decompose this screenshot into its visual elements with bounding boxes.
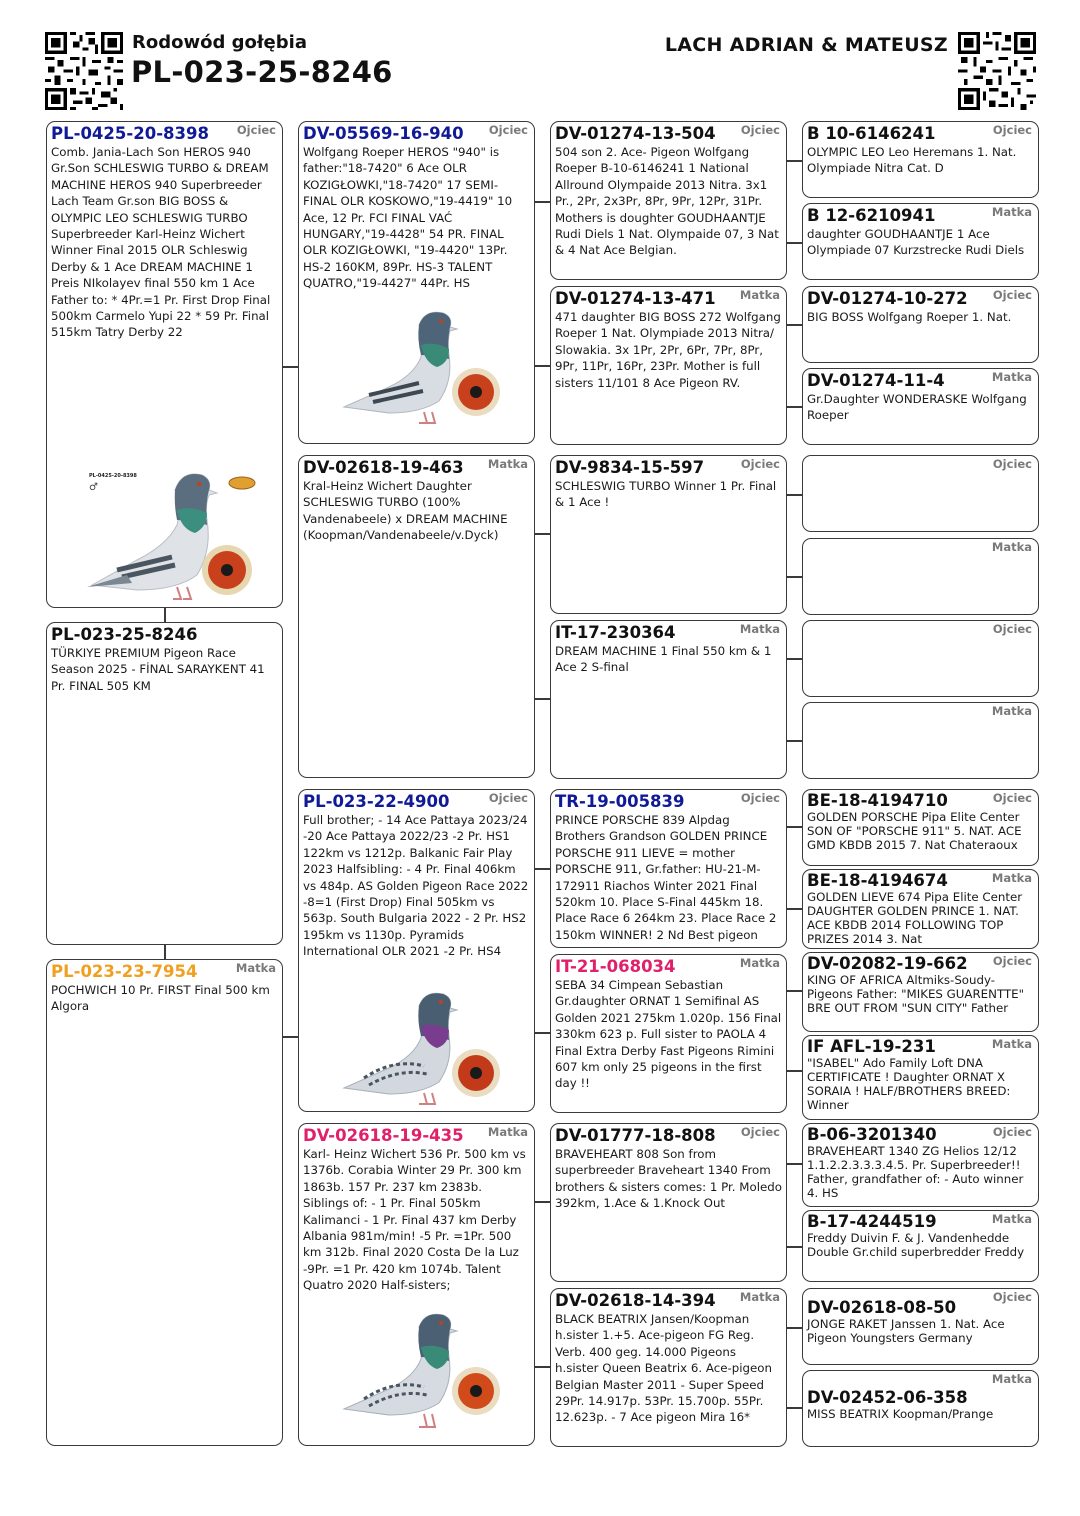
role-label: Ojciec [992, 791, 1032, 805]
pedigree-card-mff[interactable] [550, 789, 787, 948]
ring-number: DV-9834-15-597 [555, 458, 705, 477]
connector-line [535, 868, 550, 870]
ring-number: IT-17-230364 [555, 623, 676, 642]
role-label: Ojciec [740, 123, 780, 137]
pedigree-card-mffm[interactable] [802, 869, 1039, 949]
connector-line [535, 1366, 550, 1368]
ring-number: IF AFL-19-231 [807, 1037, 936, 1056]
connector-line [787, 160, 802, 162]
role-label: Ojciec [740, 1125, 780, 1139]
pigeon-description: TÜRKIYE PREMIUM Pigeon Race Season 2025 - FİNAL SARAYKENT 41 Pr. FINAL 505 KM [51, 646, 265, 693]
pigeon-description: KING OF AFRICA Altmiks-Soudy-Pigeons Father: "MIKES GUARENTTE" BRE OUT FROM "SUN CITY" Father [807, 973, 1025, 1015]
connector-line [787, 494, 802, 496]
pedigree-card-fmm[interactable] [550, 620, 787, 779]
connector-line [535, 1032, 550, 1034]
ring-number: B 10-6146241 [807, 124, 936, 143]
pigeon-description: Wolfgang Roeper HEROS "940" is father:"18-7420" 6 Ace OLR KOZIGŁOWKI,"18-7420" 17 SEMI-FINAL OLR KOSKOWO,"19-4419" 10 Ace, 12 Pr. FCI FINAL VAĆ HUNGARY,"19-4428" 54 PR. FINAL OLR KOZIGŁOWKI, "19-4420" 13Pr. HS-2 160KM, 89Pr. HS-3 TALENT QUATRO,"19-4427" 44Pr. HS [303, 145, 513, 291]
pigeon-description: "ISABEL" Ado Family Loft DNA CERTIFICATE ! Daughter ORNAT X SORAIA ! HALF/BROTHERS BREED: Winner [807, 1056, 1011, 1112]
pedigree-card-mfmf[interactable] [802, 952, 1039, 1032]
pigeon-eye [197, 482, 201, 486]
role-label: Matka [739, 622, 780, 636]
pigeon-description: PRINCE PORSCHE 839 Alpdag Brothers Grandson GOLDEN PRINCE PORSCHE 911 LIEVE = mother PORSCHE 911, Gr.father: HU-21-M-172911 Riachos Winter 2021 Final 520km 10. Place S-Final 445km 18. Place Race 6 264km 23. Place Race 2 150km WINNER! 2 Nd Best pigeon [555, 813, 777, 942]
ring-number: DV-01274-13-504 [555, 124, 716, 143]
pigeon-description: BRAVEHEART 1340 ZG Helios 12/12 1.1.2.2.3.3.3.4.5. Pr. Superbreeder!! Father, grandfather of: - Auto winner 4. HS [807, 1144, 1024, 1200]
ring-number: DV-02082-19-662 [807, 954, 968, 973]
role-label: Ojciec [992, 288, 1032, 302]
pigeon-description: JONGE RAKET Janssen 1. Nat. Ace Pigeon Youngsters Germany [807, 1317, 1005, 1345]
role-label: Matka [991, 704, 1032, 718]
pigeon-description: 471 daughter BIG BOSS 272 Wolfgang Roeper 1 Nat. Olympiade 2013 Nitra/ Slowakia. 3x 1Pr, 2Pr, 6Pr, 7Pr, 8Pr, 9Pr, 11Pr, 16Pr, 23Pr. Mother is full sisters 11/101 8 Ace Pigeon RV. [555, 310, 781, 390]
pigeon-description: DREAM MACHINE 1 Final 550 km & 1 Ace 2 S-final [555, 644, 772, 675]
pedigree-card-mmmf[interactable] [802, 1288, 1039, 1365]
role-label: Matka [991, 1372, 1032, 1386]
ring-number: BE-18-4194710 [807, 791, 948, 810]
pigeon-description: Kral-Heinz Wichert Daughter SCHLESWIG TURBO (100% Vandenabeele) x DREAM MACHINE (Koopman/Vandenabeele/v.Dyck) [303, 479, 508, 543]
ring-number: TR-19-005839 [555, 792, 685, 811]
pigeon-description: Full brother; - 14 Ace Pattaya 2023/24 -20 Ace Pattaya 2022/23 -2 Pr. HS1 122km vs 1212p. Balkanic Fair Play 2023 Halfsibling: - 4 Pr. Final 406km vs 484p. AS Golden Pigeon Race 2022 -8=1 (First Drop) Final 505km vs 563p. South Bulgaria 2022 - 2 Pr. HS2 195km vs 1130p. Pyramids International OLR 2021 -2 Pr. HS4 [303, 813, 529, 959]
pedigree-card-fm[interactable] [298, 455, 535, 778]
role-label: Ojciec [992, 954, 1032, 968]
eye-pupil [221, 564, 233, 576]
connector-line [283, 366, 298, 368]
role-label: Matka [487, 1125, 528, 1139]
pedigree-card-fmmf[interactable] [802, 620, 1039, 697]
ring-number: DV-02618-19-435 [303, 1126, 464, 1145]
role-label: Matka [739, 288, 780, 302]
pigeon-description: Comb. Jania-Lach Son HEROS 940 Gr.Son SCHLESWIG TURBO & DREAM MACHINE HEROS 940 Superbreeder Lach Team Gr.son BIG BOSS & OLYMPIC LEO SCHLESWIG TURBO Superbreeder Karl-Heinz Wichert Winner Final 2015 OLR Schleswig Derby & 1 Ace DREAM MACHINE 1 Preis NIkolayev final 550 km 1 Ace Father to: * 4Pr.=1 Pr. First Drop Final 500km Carmelo Yupi 22 * 59 Pr. Final 515km Tatry Derby 22 [51, 145, 271, 340]
role-label: Ojciec [992, 622, 1032, 636]
role-label: Matka [991, 871, 1032, 885]
role-label: Matka [991, 1212, 1032, 1226]
pigeon-description: OLYMPIC LEO Leo Heremans 1. Nat. Olympiade Nitra Cat. D [807, 145, 1017, 176]
connector-line [787, 658, 802, 660]
pigeon-description: BLACK BEATRIX Jansen/Koopman h.sister 1.+5. Ace-pigeon FG Reg. Verb. 400 geg. 14.000 Pigeons h.sister Queen Beatrix 6. Ace-pigeon Belgian Master 2011 - Super Speed 29Pr. 14.917p. 53Pr. 15.700p. 55Pr. 12.623p. - 7 Ace pigeon Mira 16* [555, 1312, 772, 1425]
role-label: Matka [739, 1290, 780, 1304]
pigeon-description: SCHLESWIG TURBO Winner 1 Pr. Final & 1 Ace ! [555, 479, 777, 510]
connector-line [787, 242, 802, 244]
role-label: Ojciec [488, 791, 528, 805]
pedigree-card-mm[interactable] [298, 1123, 535, 1446]
pedigree-card-ff[interactable] [298, 121, 535, 444]
role-label: Ojciec [236, 123, 276, 137]
connector-line [787, 908, 802, 910]
document-title-ring-number: PL-023-25-8246 [131, 55, 393, 89]
eye-pupil [470, 1067, 482, 1079]
connector-line [535, 533, 550, 535]
pedigree-card-mmff[interactable] [802, 1123, 1039, 1207]
pigeon-description: GOLDEN PORSCHE Pipa Elite Center SON OF "PORSCHE 911" 5. NAT. ACE GMD KBDB 2015 7. Nat Chateraoux [807, 810, 1022, 852]
role-label: Ojciec [992, 123, 1032, 137]
pedigree-card-ffm[interactable] [550, 286, 787, 445]
pedigree-card-mf[interactable] [298, 789, 535, 1112]
pigeon-feet [419, 1093, 435, 1104]
role-label: Matka [991, 540, 1032, 554]
male-sex-icon: ♂ [89, 482, 98, 493]
pedigree-card-fmfm[interactable] [802, 538, 1039, 615]
pedigree-card-ffmm[interactable] [802, 368, 1039, 445]
pedigree-card-ffmf[interactable] [802, 286, 1039, 363]
ring-number: IT-21-068034 [555, 957, 676, 976]
ring-number: DV-01274-13-471 [555, 289, 716, 308]
pigeon-description: Karl- Heinz Wichert 536 Pr. 500 km vs 1376b. Corabia Winter 29 Pr. 300 km 1863b. 157 Pr. 237 km 2383b. Siblings of: - 1 Pr. Final 505km Kalimanci - 1 Pr. Final 437 km Derby Albania 981m/min! -5 Pr. =1Pr. 500 km 312b. Final 2020 Costa De la Luz -9Pr. =1 Pr. 420 km 1074b. Talent Quatro 2020 Half-sisters; [303, 1147, 526, 1293]
pigeon-description: BRAVEHEART 808 Son from superbreeder Braveheart 1340 From brothers & sisters comes: 1 Pr. Moledo 392km, 1.Ace & 1.Knock Out [555, 1147, 782, 1211]
role-label: Ojciec [992, 1290, 1032, 1304]
role-label: Ojciec [740, 457, 780, 471]
pedigree-card-mfmm[interactable] [802, 1035, 1039, 1120]
ring-number: B-06-3201340 [807, 1125, 937, 1144]
pedigree-card-mmfm[interactable] [802, 1210, 1039, 1282]
ring-number: DV-01274-10-272 [807, 289, 968, 308]
role-label: Matka [235, 961, 276, 975]
ring-number: DV-01274-11-4 [807, 371, 945, 390]
ring-number: PL-023-25-8246 [51, 625, 198, 644]
role-label: Ojciec [740, 791, 780, 805]
ring-number: B 12-6210941 [807, 206, 936, 225]
pigeon-feet [419, 412, 435, 423]
ring-number: DV-01777-18-808 [555, 1126, 716, 1145]
connector-line [787, 1246, 802, 1248]
connector-line [787, 1327, 802, 1329]
pigeon-description: daughter GOUDHAANTJE 1 Ace Olympiade 07 Kurzstrecke Rudi Diels [807, 227, 1025, 258]
pigeon-feet [419, 1414, 435, 1427]
ring-number: PL-023-23-7954 [51, 962, 198, 981]
pigeon-description: POCHWICH 10 Pr. FIRST Final 500 km Algora [51, 983, 270, 1014]
ring-number: PL-0425-20-8398 [51, 124, 209, 143]
document-subtitle: Rodowód gołębia [132, 32, 307, 53]
ring-number: BE-18-4194674 [807, 871, 948, 890]
ring-number: DV-02618-08-50 [807, 1298, 957, 1317]
pigeon-description: 504 son 2. Ace- Pigeon Wolfgang Roeper B-10-6146241 1 National Allround Olympaide 2013 Nitra. 3x1 Pr., 2Pr, 2x3Pr, 8Pr, 9Pr, 12Pr, 31Pr. Mothers is doughter GOUDHAANTJE Rudi Diels 1 Nat. Olympaide 07, 3 Nat & 4 Nat Ace Belgian. [555, 145, 779, 258]
ring-number: DV-05569-16-940 [303, 124, 464, 143]
ring-number: DV-02452-06-358 [807, 1388, 968, 1407]
photo-ring-label: PL-0425-20-8398 [89, 473, 137, 479]
pedigree-card-father[interactable] [46, 121, 283, 608]
pigeon-photo [77, 465, 257, 605]
ring-number: PL-023-22-4900 [303, 792, 450, 811]
badge-logo-icon [229, 477, 255, 489]
role-label: Matka [991, 205, 1032, 219]
connector-line [787, 826, 802, 828]
pigeon-photo [339, 988, 504, 1108]
pedigree-card-fmmm[interactable] [802, 702, 1039, 779]
pigeon-description: BIG BOSS Wolfgang Roeper 1. Nat. [807, 310, 1012, 324]
pedigree-card-mmmm[interactable] [802, 1370, 1039, 1447]
pedigree-card-mfm[interactable] [550, 954, 787, 1113]
role-label: Ojciec [992, 1125, 1032, 1139]
role-label: Matka [991, 1037, 1032, 1051]
ring-number: DV-02618-14-394 [555, 1291, 716, 1310]
connector-line [535, 1201, 550, 1203]
connector-line [787, 1163, 802, 1165]
pigeon-description: MISS BEATRIX Koopman/Prange [807, 1407, 994, 1421]
pigeon-photo [339, 1309, 504, 1434]
qr-code-right-svg [958, 32, 1036, 110]
connector-line [535, 201, 550, 203]
pigeon-feet [173, 587, 191, 599]
role-label: Matka [739, 956, 780, 970]
pigeon-eye [439, 1000, 443, 1004]
connector-line [787, 406, 802, 408]
connector-line [283, 1036, 298, 1038]
connector-line [787, 576, 802, 578]
pedigree-card-mfff[interactable] [802, 789, 1039, 866]
pedigree-card-fmf[interactable] [550, 455, 787, 614]
connector-line [164, 608, 166, 623]
connector-line [535, 698, 550, 700]
qr-code-icon [45, 32, 123, 110]
pigeon-photo [339, 307, 504, 427]
pedigree-card-mother[interactable] [46, 959, 283, 1446]
qr-code-left-svg [45, 32, 123, 110]
pigeon-eye [439, 319, 443, 323]
connector-line [787, 1070, 802, 1072]
pedigree-card-subject[interactable] [46, 622, 283, 945]
connector-line [787, 990, 802, 992]
pedigree-card-ffff[interactable] [802, 121, 1039, 198]
eye-pupil [470, 386, 482, 398]
owner-name: LACH ADRIAN & MATEUSZ [664, 34, 948, 56]
pigeon-description: Freddy Duivin F. & J. Vandenhedde Double Gr.child superbredder Freddy [807, 1231, 1025, 1259]
role-label: Ojciec [488, 123, 528, 137]
pigeon-description: Gr.Daughter WONDERASKE Wolfgang Roeper [807, 392, 1027, 423]
eye-pupil [470, 1385, 482, 1397]
ring-number: DV-02618-19-463 [303, 458, 464, 477]
connector-line [787, 740, 802, 742]
connector-line [535, 365, 550, 367]
pedigree-card-mmm[interactable] [550, 1288, 787, 1447]
qr-code-icon [958, 32, 1036, 110]
pigeon-eye [439, 1321, 443, 1325]
role-label: Ojciec [992, 457, 1032, 471]
role-label: Matka [487, 457, 528, 471]
pedigree-card-fffm[interactable] [802, 203, 1039, 280]
pigeon-description: GOLDEN LIEVE 674 Pipa Elite Center DAUGHTER GOLDEN PRINCE 1. NAT. ACE KBDB 2014 FOLLOWING TOP PRIZES 2014 3. Nat [807, 890, 1023, 946]
connector-line [787, 1407, 802, 1409]
connector-line [787, 324, 802, 326]
pigeon-description: SEBA 34 Cimpean Sebastian Gr.daughter ORNAT 1 Semifinal AS Golden 2021 275km 1.020p. 156 Final 330km 623 p. Full sister to PAOLA 4 Final Extra Derby Fast Pigeons Rimini 607 km only 25 pigeons in the first day !! [555, 978, 782, 1091]
role-label: Matka [991, 370, 1032, 384]
ring-number: B-17-4244519 [807, 1212, 937, 1231]
connector-line [164, 945, 166, 960]
pedigree-card-mmf[interactable] [550, 1123, 787, 1282]
pedigree-card-fff[interactable] [550, 121, 787, 280]
pedigree-card-fmff[interactable] [802, 455, 1039, 532]
